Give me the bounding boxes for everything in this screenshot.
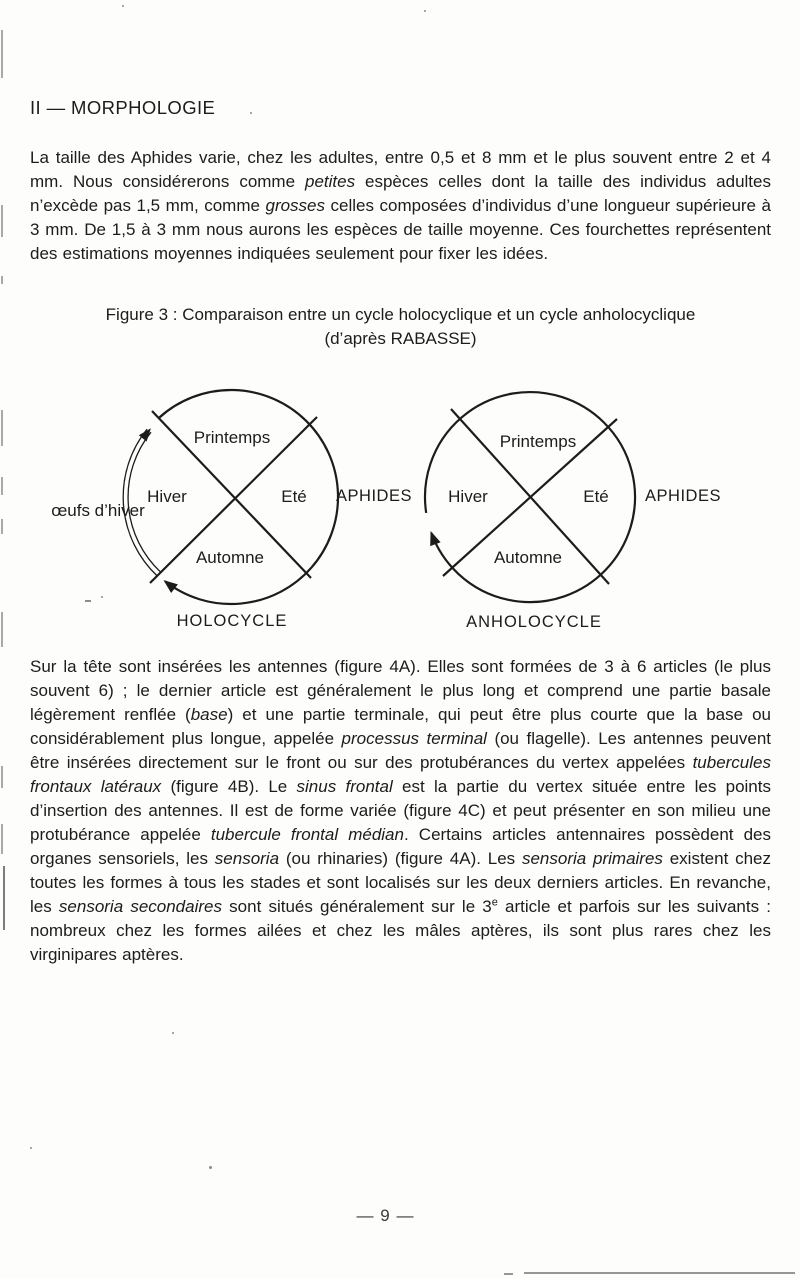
scan-edge-mark [1, 766, 3, 788]
scan-footer-line [524, 1272, 795, 1274]
page-number: — 9 — [356, 1206, 415, 1225]
anholocycle-season-left-label: Hiver [448, 487, 488, 506]
scan-edge-mark [1, 205, 3, 237]
figure-caption [30, 303, 771, 351]
anholocycle-season-right-label: Eté [583, 487, 609, 506]
figure-caption-line2: (d’après RABASSE) [324, 329, 477, 348]
scan-edge-mark [1, 30, 3, 78]
anholocycle-diagram [425, 392, 721, 631]
holocycle-season-left-label: Hiver [147, 487, 187, 506]
scan-dot [172, 1032, 174, 1034]
scan-edge-mark [1, 824, 3, 854]
holocycle-season-bottom-label: Automne [195, 548, 265, 567]
holocycle-title: HOLOCYCLE [176, 612, 288, 630]
anholocycle-cycle-arrowhead-icon [430, 531, 440, 546]
paragraph-antennae: Sur la tête sont insérées les antennes (figure 4A). Elles sont formées de 3 à 6 articles (le plus souvent 6) ; le dernier article est généralement le plus long et comprend une partie basale légèrement renflée (base) et une partie terminale, qui peut être plus courte que la base ou considérablement plus longue, appelée processus terminal (ou flagelle). Les antennes peuvent être insérées directement sur le front ou sur des protubérances du vertex appelées tubercules frontaux latéraux (figure 4B). Le sinus frontal est la partie du vertex située entre les points d’insertion des antennes. Il est de forme variée (figure 4C) et peut présenter en son milieu une protubérance appelée tubercule frontal médian. Certains articles antennaires possèdent des organes sensoriels, les sensoria (ou rhinaries) (figure 4A). Les sensoria primaires existent chez toutes les formes à tous les stades et sont localisés sur les deux derniers articles. En revanche, les sensoria secondaires sont situés généralement sur le 3e article et parfois sur les suivants : nombreux chez les formes ailées et chez les mâles aptères, ils sont plus rares chez les virginipares aptères. [30, 657, 772, 964]
section-heading: II — MORPHOLOGIE [30, 97, 216, 118]
holocycle-diagram [51, 390, 412, 630]
anholocycle-aphides-label: APHIDES [645, 487, 721, 505]
holocycle-aphides-label: APHIDES [336, 487, 412, 505]
holocycle-season-top-label: Printemps [193, 428, 271, 447]
paragraph-aphid-size: La taille des Aphides varie, chez les adultes, entre 0,5 et 8 mm et le plus souvent entre 2 et 4 mm. Nous considérerons comme petites espèces celles dont la taille des individus adultes n’excède pas 1,5 mm, comme grosses celles composées d’individus d’une longueur supérieure à 3 mm. De 1,5 à 3 mm nous aurons les espèces de taille moyenne. Ces fourchettes représentent des estimations moyennes indiquées seulement pour fixer les idées. [30, 148, 771, 263]
scan-footer-dash [504, 1273, 513, 1275]
holocycle-season-right-label: Eté [281, 487, 307, 506]
scan-edge-mark [3, 866, 5, 930]
anholocycle-season-bottom-label: Automne [493, 548, 563, 567]
scan-dot [209, 1166, 212, 1169]
scan-dot [30, 1147, 32, 1149]
scan-dot [250, 112, 252, 114]
figure-caption-line1: Figure 3 : Comparaison entre un cycle holocyclique et un cycle anholocyclique [105, 305, 696, 324]
scan-dot [424, 10, 426, 12]
anholocycle-season-top-label: Printemps [499, 432, 577, 451]
figure-3-diagram [0, 380, 800, 642]
anholocycle-title: ANHOLOCYCLE [466, 613, 602, 631]
scan-dot [122, 5, 124, 7]
scan-edge-mark [1, 276, 3, 284]
holocycle-cycle-arrowhead-icon [164, 580, 178, 593]
winter-eggs-label: œufs d’hiver [51, 501, 145, 520]
